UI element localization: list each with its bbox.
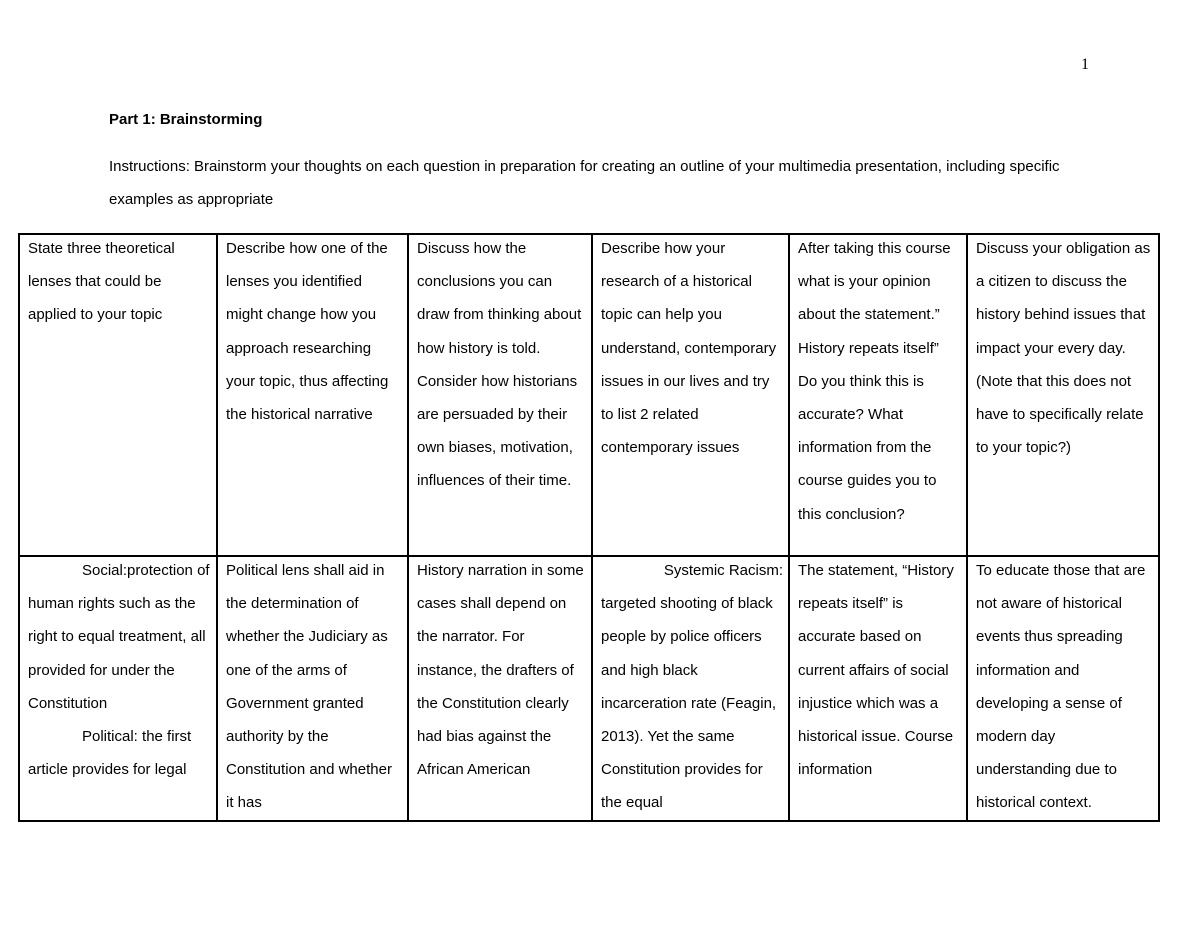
answer-cell	[217, 556, 408, 821]
question-text: State three theoretical lenses that could be applied to your topic	[28, 240, 175, 324]
answer-text	[28, 556, 211, 786]
answer-text: History narration in some cases shall depend on the narrator. For instance, the drafters of the Constitution clearly had bias against the African American	[417, 562, 584, 779]
answer-cell	[592, 556, 789, 821]
answer-text: To educate those that are not aware of historical events thus spreading information and developing a sense of modern day understanding due to historical context.	[976, 562, 1146, 812]
page-number: 1	[1081, 56, 1089, 73]
answer-rest: targeted shooting of black people by police officers and high black incarceration rate (Feagin, 2013). Yet the same Constitution provides for the equal	[601, 595, 777, 812]
answer-lead: Systemic Racism:	[663, 562, 783, 579]
question-cell	[19, 234, 217, 556]
question-row	[19, 234, 1159, 556]
answer-text	[601, 556, 783, 820]
brainstorm-table	[18, 233, 1160, 822]
question-cell	[408, 234, 592, 556]
question-cell	[789, 234, 967, 556]
answer-paragraph-social: Social:protection of human rights such as the right to equal treatment, all provided for under the Constitution	[28, 562, 210, 712]
answer-cell	[789, 556, 967, 821]
question-text: Discuss your obligation as a citizen to discuss the history behind issues that impact your every day. (Note that this does not have to specifically relate to your topic?)	[976, 240, 1151, 457]
answer-cell	[19, 556, 217, 821]
answer-row	[19, 556, 1159, 821]
question-text: Describe how your research of a historical topic can help you understand, contemporary issues in our lives and try to list 2 related contemporary issues	[601, 240, 777, 457]
answer-cell	[408, 556, 592, 821]
answer-cell	[967, 556, 1159, 821]
section-heading: Part 1: Brainstorming	[109, 111, 263, 128]
answer-text: The statement, “History repeats itself” is accurate based on current affairs of social injustice which was a historical issue. Course information	[798, 562, 954, 779]
question-text: Discuss how the conclusions you can draw from thinking about how history is told. Consider how historians are persuaded by their own biases, motivation, influences of their time.	[417, 240, 582, 490]
question-cell	[967, 234, 1159, 556]
instructions-text: Instructions: Brainstorm your thoughts on each question in preparation for creating an outline of your multimedia presentation, including specific examples as appropriate	[109, 158, 1060, 208]
answer-paragraph-political: Political: the first article provides for legal	[28, 728, 192, 779]
question-text: Describe how one of the lenses you identified might change how you approach researching your topic, thus affecting the historical narrative	[226, 240, 389, 424]
question-cell	[592, 234, 789, 556]
question-text: After taking this course what is your opinion about the statement.” History repeats itself” Do you think this is accurate? What information from the course guides you to this conclusion?	[798, 240, 951, 523]
answer-text: Political lens shall aid in the determination of whether the Judiciary as one of the arms of Government granted authority by the Constitution and whether it has	[226, 562, 392, 812]
question-cell	[217, 234, 408, 556]
